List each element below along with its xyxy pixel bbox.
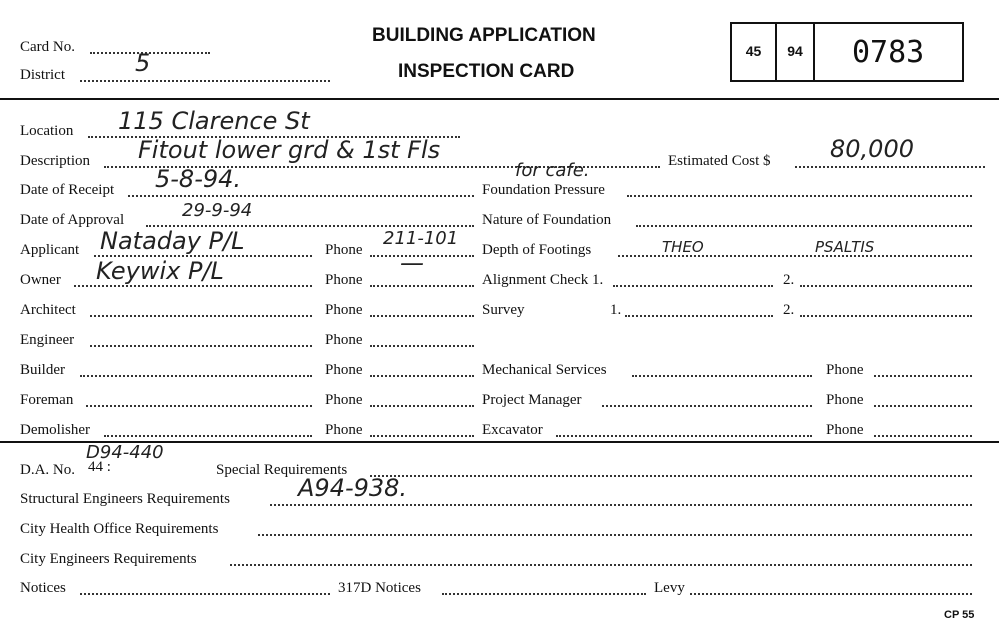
engineer-phone-line: [370, 343, 474, 347]
box-cell-45: 45: [745, 43, 762, 59]
project-manager-label: Project Manager: [482, 392, 582, 408]
foreman-label: Foreman: [20, 392, 74, 408]
survey-1-label: 1.: [610, 302, 622, 318]
survey-2-label: 2.: [783, 302, 795, 318]
nature-foundation-label: Nature of Foundation: [482, 212, 612, 228]
alignment-check-line2: [800, 283, 972, 287]
title-line1: BUILDING APPLICATION: [372, 25, 596, 46]
levy-label: Levy: [654, 580, 685, 596]
owner-label: Owner: [20, 272, 61, 288]
special-requirements-label: Special Requirements: [216, 462, 348, 478]
structural-label: Structural Engineers Requirements: [20, 491, 230, 507]
owner-phone-line: [370, 283, 474, 287]
da-prefix: 44 :: [88, 459, 111, 475]
district-line: [80, 78, 330, 82]
demolisher-label: Demolisher: [20, 422, 90, 438]
notices-317d-line: [442, 591, 646, 595]
demolisher-phone-line: [370, 433, 474, 437]
project-manager-line: [602, 403, 812, 407]
district-value: 5: [135, 49, 151, 77]
engineer-line: [90, 343, 312, 347]
project-manager-phone-line: [874, 403, 972, 407]
applicant-value: Nataday P/L: [100, 227, 245, 255]
description-value2: for cafe.: [515, 160, 590, 181]
applicant-phone-label: Phone: [325, 242, 363, 258]
depth-footings-value1: THEO: [662, 238, 704, 256]
depth-footings-label: Depth of Footings: [482, 242, 592, 258]
builder-phone-label: Phone: [325, 362, 363, 378]
alignment-check-label: Alignment Check 1.: [482, 272, 604, 288]
box-divider-2: [813, 24, 815, 80]
health-label: City Health Office Requirements: [20, 521, 219, 537]
description-label: Description: [20, 153, 90, 169]
foreman-line: [86, 403, 312, 407]
foreman-phone-line: [370, 403, 474, 407]
levy-line: [690, 591, 972, 595]
owner-phone-value: —: [400, 249, 424, 277]
depth-footings-value2: PSALTIS: [815, 238, 875, 256]
survey-line2: [800, 313, 972, 317]
box-number: 0783: [852, 35, 925, 70]
engineer-label: Engineer: [20, 332, 75, 348]
estimated-cost-label: Estimated Cost $: [668, 153, 771, 169]
architect-line: [90, 313, 312, 317]
date-receipt-line: [128, 193, 474, 197]
district-label: District: [20, 67, 65, 83]
da-no-label: D.A. No.: [20, 462, 75, 478]
structural-line: [270, 502, 972, 506]
owner-value: Keywix P/L: [96, 257, 224, 285]
excavator-label: Excavator: [482, 422, 543, 438]
survey-label: Survey: [482, 302, 525, 318]
notices-line: [80, 591, 330, 595]
notices-317d-label: 317D Notices: [338, 580, 421, 596]
alignment-check-line1: [613, 283, 773, 287]
description-value: Fitout lower grd & 1st Fls: [138, 136, 441, 164]
foundation-pressure-line: [627, 193, 972, 197]
mech-services-phone-line: [874, 373, 972, 377]
builder-line: [80, 373, 312, 377]
date-receipt-label: Date of Receipt: [20, 182, 115, 198]
location-value: 115 Clarence St: [118, 107, 310, 135]
alignment-check-2-label: 2.: [783, 272, 795, 288]
applicant-phone-value: 211-101: [383, 228, 459, 249]
mech-services-phone-label: Phone: [826, 362, 864, 378]
box-cell-94: 94: [787, 43, 803, 59]
estimated-cost-line: [795, 164, 985, 168]
header-rule: [0, 98, 999, 100]
excavator-line: [556, 433, 812, 437]
excavator-phone-label: Phone: [826, 422, 864, 438]
da-value: D94-440: [86, 442, 164, 463]
demolisher-phone-label: Phone: [325, 422, 363, 438]
architect-phone-line: [370, 313, 474, 317]
builder-phone-line: [370, 373, 474, 377]
demolisher-line: [104, 433, 312, 437]
excavator-phone-line: [874, 433, 972, 437]
card-no-label: Card No.: [20, 39, 75, 55]
architect-phone-label: Phone: [325, 302, 363, 318]
date-approval-value: 29-9-94: [182, 200, 253, 221]
notices-label: Notices: [20, 580, 66, 596]
foundation-pressure-label: Foundation Pressure: [482, 182, 605, 198]
foreman-phone-label: Phone: [325, 392, 363, 408]
mech-services-line: [632, 373, 812, 377]
date-receipt-value: 5-8-94.: [155, 165, 242, 193]
date-approval-label: Date of Approval: [20, 212, 125, 228]
structural-value: A94-938.: [298, 474, 408, 502]
form-code: CP 55: [944, 609, 975, 621]
survey-line1: [625, 313, 773, 317]
engineer-phone-label: Phone: [325, 332, 363, 348]
project-manager-phone-label: Phone: [826, 392, 864, 408]
location-label: Location: [20, 123, 74, 139]
builder-label: Builder: [20, 362, 65, 378]
special-requirements-line: [370, 473, 972, 477]
city-engineers-line: [230, 562, 972, 566]
city-engineers-label: City Engineers Requirements: [20, 551, 197, 567]
health-line: [258, 532, 972, 536]
architect-label: Architect: [20, 302, 76, 318]
owner-phone-label: Phone: [325, 272, 363, 288]
applicant-label: Applicant: [20, 242, 80, 258]
title-line2: INSPECTION CARD: [398, 61, 575, 82]
mech-services-label: Mechanical Services: [482, 362, 607, 378]
nature-foundation-line: [636, 223, 972, 227]
estimated-cost-value: 80,000: [830, 135, 914, 163]
